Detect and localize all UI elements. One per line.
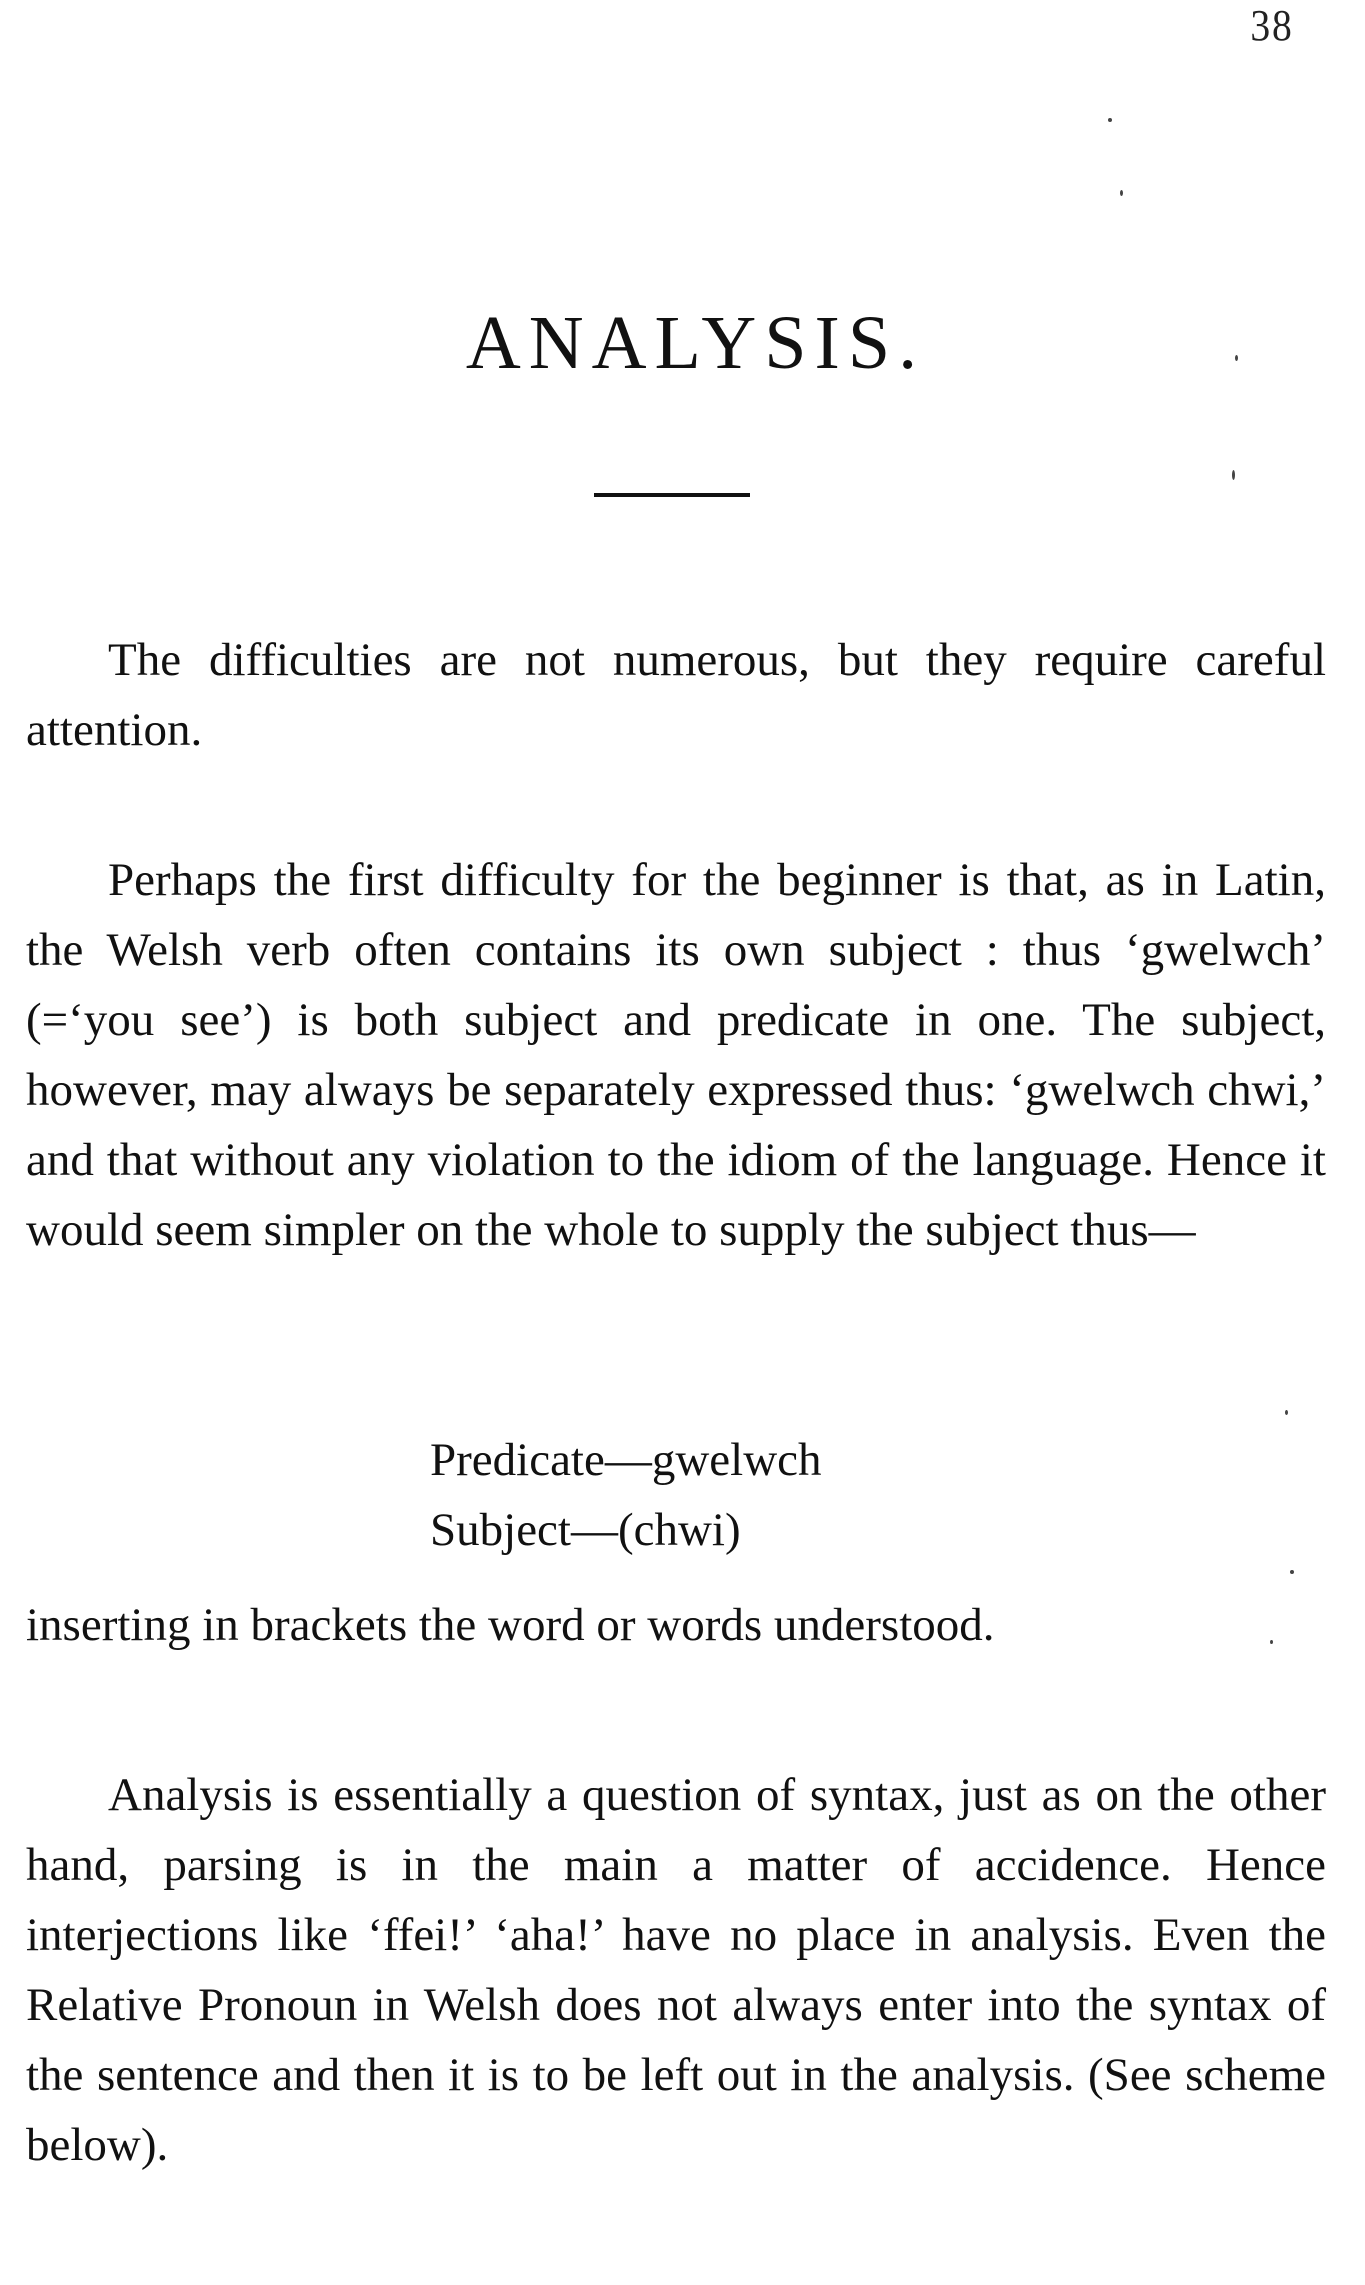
title-rule: [594, 493, 750, 497]
paragraph-brackets: inserting in brackets the word or words understood.: [26, 1599, 995, 1651]
subject-line: Subject—(chwi): [430, 1504, 741, 1556]
scan-speck: [1290, 1570, 1294, 1574]
scan-speck: [1285, 1410, 1288, 1415]
scan-speck: [1270, 1640, 1273, 1644]
analysis-example: [430, 1425, 822, 1565]
scan-speck: [1108, 118, 1112, 122]
paragraph-intro: The difficulties are not numerous, but they require careful attention.: [26, 634, 1326, 756]
page-number: 38: [1250, 1, 1294, 50]
scan-speck: [1232, 470, 1235, 480]
paragraph-syntax: Analysis is essentially a question of syntax, just as on the other hand, parsing is in the main a matter of accidence. Hence interjections like ‘ffei!’ ‘aha!’ have no place in analysis. Even the Relative Pronoun in Welsh does not always enter into the syntax of the sentence and then it is to be left out in the analysis. (See scheme below).: [26, 1769, 1326, 2171]
scan-speck: [1235, 355, 1238, 361]
predicate-line: Predicate—gwelwch: [430, 1434, 822, 1486]
paragraph-subject: Perhaps the first difficulty for the beginner is that, as in Latin, the Welsh verb often contains its own subject : thus ‘gwelwch’ (=‘you see’) is both subject and predicate in one. The subject, however, may always be separately expressed thus: ‘gwelwch chwi,’ and that without any violation to the idiom of the language. Hence it would seem simpler on the whole to supply the subject thus—: [26, 854, 1326, 1256]
scan-speck: [1120, 190, 1123, 196]
page-title: ANALYSIS.: [465, 301, 926, 385]
